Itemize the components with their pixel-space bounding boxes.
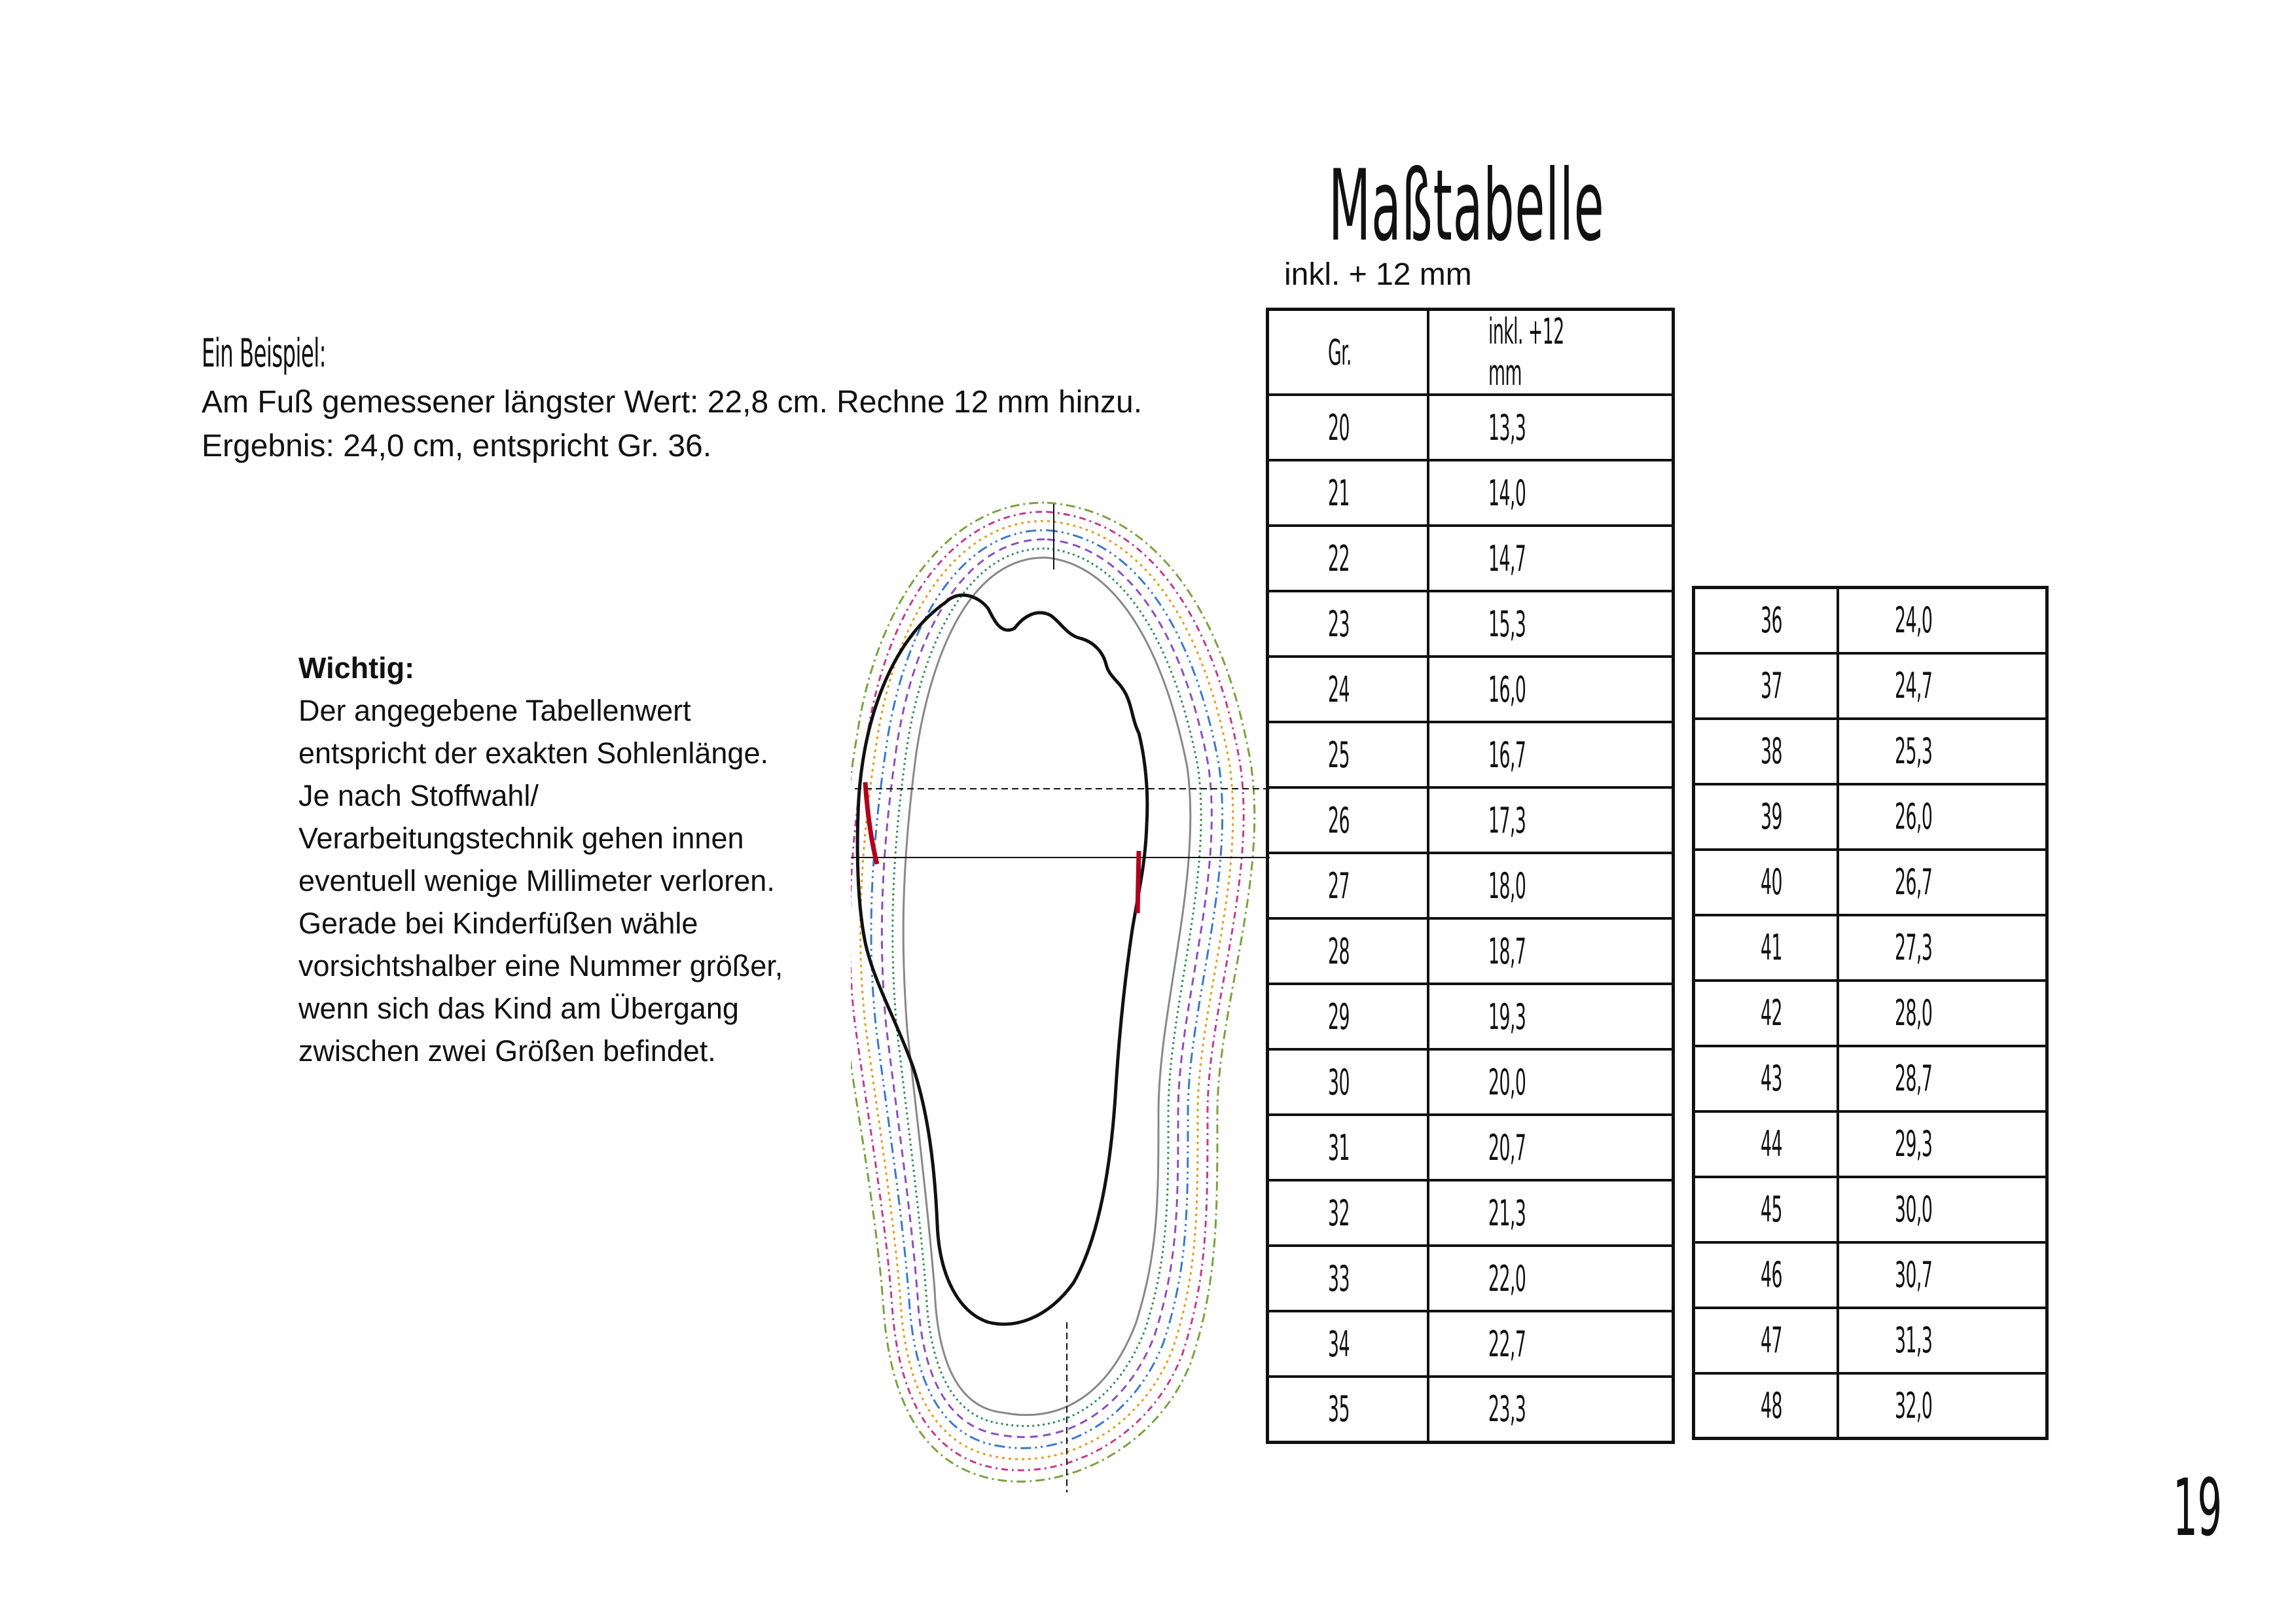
size-cell-text: 39 (1761, 796, 1782, 837)
length-cell (1838, 1242, 2047, 1308)
size-cell (1268, 1180, 1428, 1246)
page-title: Maßtabelle (1329, 149, 1605, 263)
table-row (1268, 591, 1674, 657)
size-cell-text: 26 (1328, 799, 1350, 841)
length-cell (1838, 1046, 2047, 1111)
length-cell (1838, 1373, 2047, 1439)
size-cell (1694, 1111, 1838, 1177)
size-cell-text: 34 (1328, 1323, 1350, 1365)
important-note-heading: Wichtig: (298, 651, 415, 685)
example-heading: Ein Beispiel: (202, 331, 326, 376)
size-cell (1694, 653, 1838, 719)
important-note (298, 647, 796, 1072)
length-cell (1428, 1049, 1674, 1115)
length-cell (1428, 722, 1674, 787)
table-row (1268, 1115, 1674, 1180)
size-cell (1694, 1242, 1838, 1308)
size-cell (1694, 981, 1838, 1046)
size-cell (1268, 395, 1428, 460)
length-cell-text: 26,7 (1894, 861, 1932, 903)
size-cell (1694, 1046, 1838, 1111)
size-cell (1268, 787, 1428, 853)
length-cell-text: 29,3 (1894, 1123, 1932, 1164)
size-cell-text: 25 (1328, 734, 1350, 776)
size-cell (1268, 722, 1428, 787)
size-cell (1268, 984, 1428, 1049)
table-row (1694, 1308, 2047, 1373)
length-cell-text: 18,7 (1488, 930, 1526, 972)
size-cell-text: 41 (1761, 927, 1782, 968)
table-row (1268, 657, 1674, 722)
column-header-size-text: Gr. (1328, 331, 1352, 373)
size-cell (1694, 588, 1838, 653)
length-cell (1428, 1311, 1674, 1377)
table-row (1694, 653, 2047, 719)
length-cell-text: 30,0 (1894, 1189, 1932, 1230)
length-cell-text: 28,7 (1894, 1058, 1932, 1099)
table-row (1268, 526, 1674, 591)
size-cell-text: 30 (1328, 1061, 1350, 1103)
size-cell-text: 44 (1761, 1123, 1782, 1164)
length-cell (1428, 526, 1674, 591)
table-row (1694, 1242, 2047, 1308)
size-cell (1268, 1049, 1428, 1115)
important-note-body: Der angegebene Tabellenwert entspricht der exakten Sohlenlänge. Je nach Stoffwahl/ Verarbeitungstechnik gehen innen eventuell wenige Millimeter verloren. Gerade bei Kinderfüßen wähle vorsichtshalber eine Nummer größer, wenn sich das Kind am Übergang zwischen zwei Größen befindet. (298, 694, 783, 1068)
length-cell-text: 24,0 (1894, 600, 1932, 641)
length-cell (1838, 915, 2047, 981)
length-cell (1428, 1115, 1674, 1180)
size-cell (1694, 1308, 1838, 1373)
size-cell (1268, 1115, 1428, 1180)
table-row (1268, 1377, 1674, 1442)
table-row (1694, 1373, 2047, 1439)
size-cell-text: 45 (1761, 1189, 1782, 1230)
length-cell (1838, 1111, 2047, 1177)
table-row (1268, 1180, 1674, 1246)
length-cell (1428, 460, 1674, 526)
column-header-length-text: inkl. +12 mm (1488, 311, 1564, 393)
length-cell-text: 21,3 (1488, 1192, 1526, 1234)
page-number: 19 (2173, 1463, 2222, 1554)
table-row (1268, 984, 1674, 1049)
size-cell-text: 36 (1761, 600, 1782, 641)
red-marker-right (1138, 851, 1139, 913)
length-cell (1838, 1308, 2047, 1373)
length-cell (1428, 591, 1674, 657)
length-cell-text: 32,0 (1894, 1384, 1932, 1426)
table-row (1268, 918, 1674, 984)
size-cell-text: 33 (1328, 1257, 1350, 1299)
table-row (1694, 981, 2047, 1046)
size-cell-text: 35 (1328, 1388, 1350, 1430)
length-cell-text: 17,3 (1488, 799, 1526, 841)
length-cell-text: 24,7 (1894, 665, 1932, 706)
length-cell (1428, 853, 1674, 918)
length-cell-text: 16,7 (1488, 734, 1526, 776)
length-cell (1428, 657, 1674, 722)
size-cell (1694, 915, 1838, 981)
table-row (1268, 722, 1674, 787)
length-cell (1428, 787, 1674, 853)
table-header-row (1268, 310, 1674, 395)
size-cell-text: 38 (1761, 731, 1782, 772)
size-cell-text: 29 (1328, 996, 1350, 1038)
size-cell (1268, 657, 1428, 722)
length-cell (1838, 588, 2047, 653)
length-cell (1838, 981, 2047, 1046)
length-cell-text: 26,0 (1894, 796, 1932, 837)
length-cell (1428, 1377, 1674, 1442)
size-cell-text: 40 (1761, 861, 1782, 903)
table-row (1694, 1177, 2047, 1242)
pattern-outline-size-6 (893, 549, 1201, 1426)
size-cell (1694, 719, 1838, 784)
size-cell-text: 42 (1761, 992, 1782, 1034)
length-cell-text: 14,0 (1488, 472, 1526, 514)
size-cell-text: 21 (1328, 472, 1350, 514)
pattern-outline-size-1 (851, 503, 1255, 1481)
red-marker-left (865, 782, 877, 864)
length-cell-text: 13,3 (1488, 406, 1526, 448)
pattern-outline-size-7 (903, 558, 1191, 1415)
size-cell (1268, 918, 1428, 984)
table-row (1268, 460, 1674, 526)
size-cell-text: 31 (1328, 1127, 1350, 1168)
column-header-size (1268, 310, 1428, 395)
length-cell (1838, 850, 2047, 915)
size-cell-text: 43 (1761, 1058, 1782, 1099)
size-cell (1268, 526, 1428, 591)
length-cell (1428, 1246, 1674, 1311)
length-cell (1428, 1180, 1674, 1246)
table-row (1694, 588, 2047, 653)
table-row (1694, 850, 2047, 915)
size-cell (1268, 853, 1428, 918)
size-cell-text: 23 (1328, 603, 1350, 645)
size-cell-text: 20 (1328, 406, 1350, 448)
length-cell-text: 19,3 (1488, 996, 1526, 1038)
size-cell-text: 27 (1328, 865, 1350, 907)
length-cell (1838, 1177, 2047, 1242)
length-cell-text: 23,3 (1488, 1388, 1526, 1430)
size-table-right (1692, 586, 2049, 1440)
size-cell (1268, 1377, 1428, 1442)
size-cell (1694, 784, 1838, 850)
size-table-left (1266, 308, 1675, 1444)
column-header-length (1428, 310, 1674, 395)
length-cell (1838, 719, 2047, 784)
length-cell-text: 28,0 (1894, 992, 1932, 1034)
table-row (1694, 1046, 2047, 1111)
size-cell (1694, 1373, 1838, 1439)
size-cell-text: 46 (1761, 1254, 1782, 1295)
size-cell-text: 24 (1328, 668, 1350, 710)
example-text-line-1: Am Fuß gemessener längster Wert: 22,8 cm. Rechne 12 mm hinzu. (202, 385, 1143, 420)
length-cell-text: 25,3 (1894, 731, 1932, 772)
size-cell-text: 28 (1328, 930, 1350, 972)
length-cell-text: 15,3 (1488, 603, 1526, 645)
length-cell-text: 18,0 (1488, 865, 1526, 907)
length-cell-text: 14,7 (1488, 537, 1526, 579)
size-cell (1268, 460, 1428, 526)
length-cell-text: 22,0 (1488, 1257, 1526, 1299)
table-row (1268, 787, 1674, 853)
size-cell (1268, 1246, 1428, 1311)
length-cell-text: 22,7 (1488, 1323, 1526, 1365)
size-cell (1268, 1311, 1428, 1377)
example-text-line-2: Ergebnis: 24,0 cm, entspricht Gr. 36. (202, 429, 712, 463)
length-cell (1428, 918, 1674, 984)
page-subtitle: inkl. + 12 mm (1284, 257, 1472, 292)
length-cell-text: 31,3 (1894, 1320, 1932, 1361)
length-cell-text: 20,7 (1488, 1127, 1526, 1168)
length-cell (1838, 784, 2047, 850)
size-cell-text: 48 (1761, 1384, 1782, 1426)
table-row (1694, 784, 2047, 850)
table-row (1268, 1311, 1674, 1377)
pattern-outline-size-5 (882, 539, 1211, 1437)
length-cell-text: 30,7 (1894, 1254, 1932, 1295)
table-row (1694, 1111, 2047, 1177)
size-cell (1268, 591, 1428, 657)
table-row (1268, 1049, 1674, 1115)
length-cell-text: 16,0 (1488, 668, 1526, 710)
insole-pattern-illustration (851, 484, 1270, 1506)
size-cell-text: 32 (1328, 1192, 1350, 1234)
length-cell (1428, 984, 1674, 1049)
size-cell-text: 47 (1761, 1320, 1782, 1361)
length-cell-text: 20,0 (1488, 1061, 1526, 1103)
length-cell (1838, 653, 2047, 719)
table-row (1694, 719, 2047, 784)
size-cell-text: 37 (1761, 665, 1782, 706)
size-cell (1694, 850, 1838, 915)
size-cell-text: 22 (1328, 537, 1350, 579)
size-cell (1694, 1177, 1838, 1242)
table-row (1694, 915, 2047, 981)
length-cell (1428, 395, 1674, 460)
length-cell-text: 27,3 (1894, 927, 1932, 968)
table-row (1268, 395, 1674, 460)
table-row (1268, 853, 1674, 918)
table-row (1268, 1246, 1674, 1311)
